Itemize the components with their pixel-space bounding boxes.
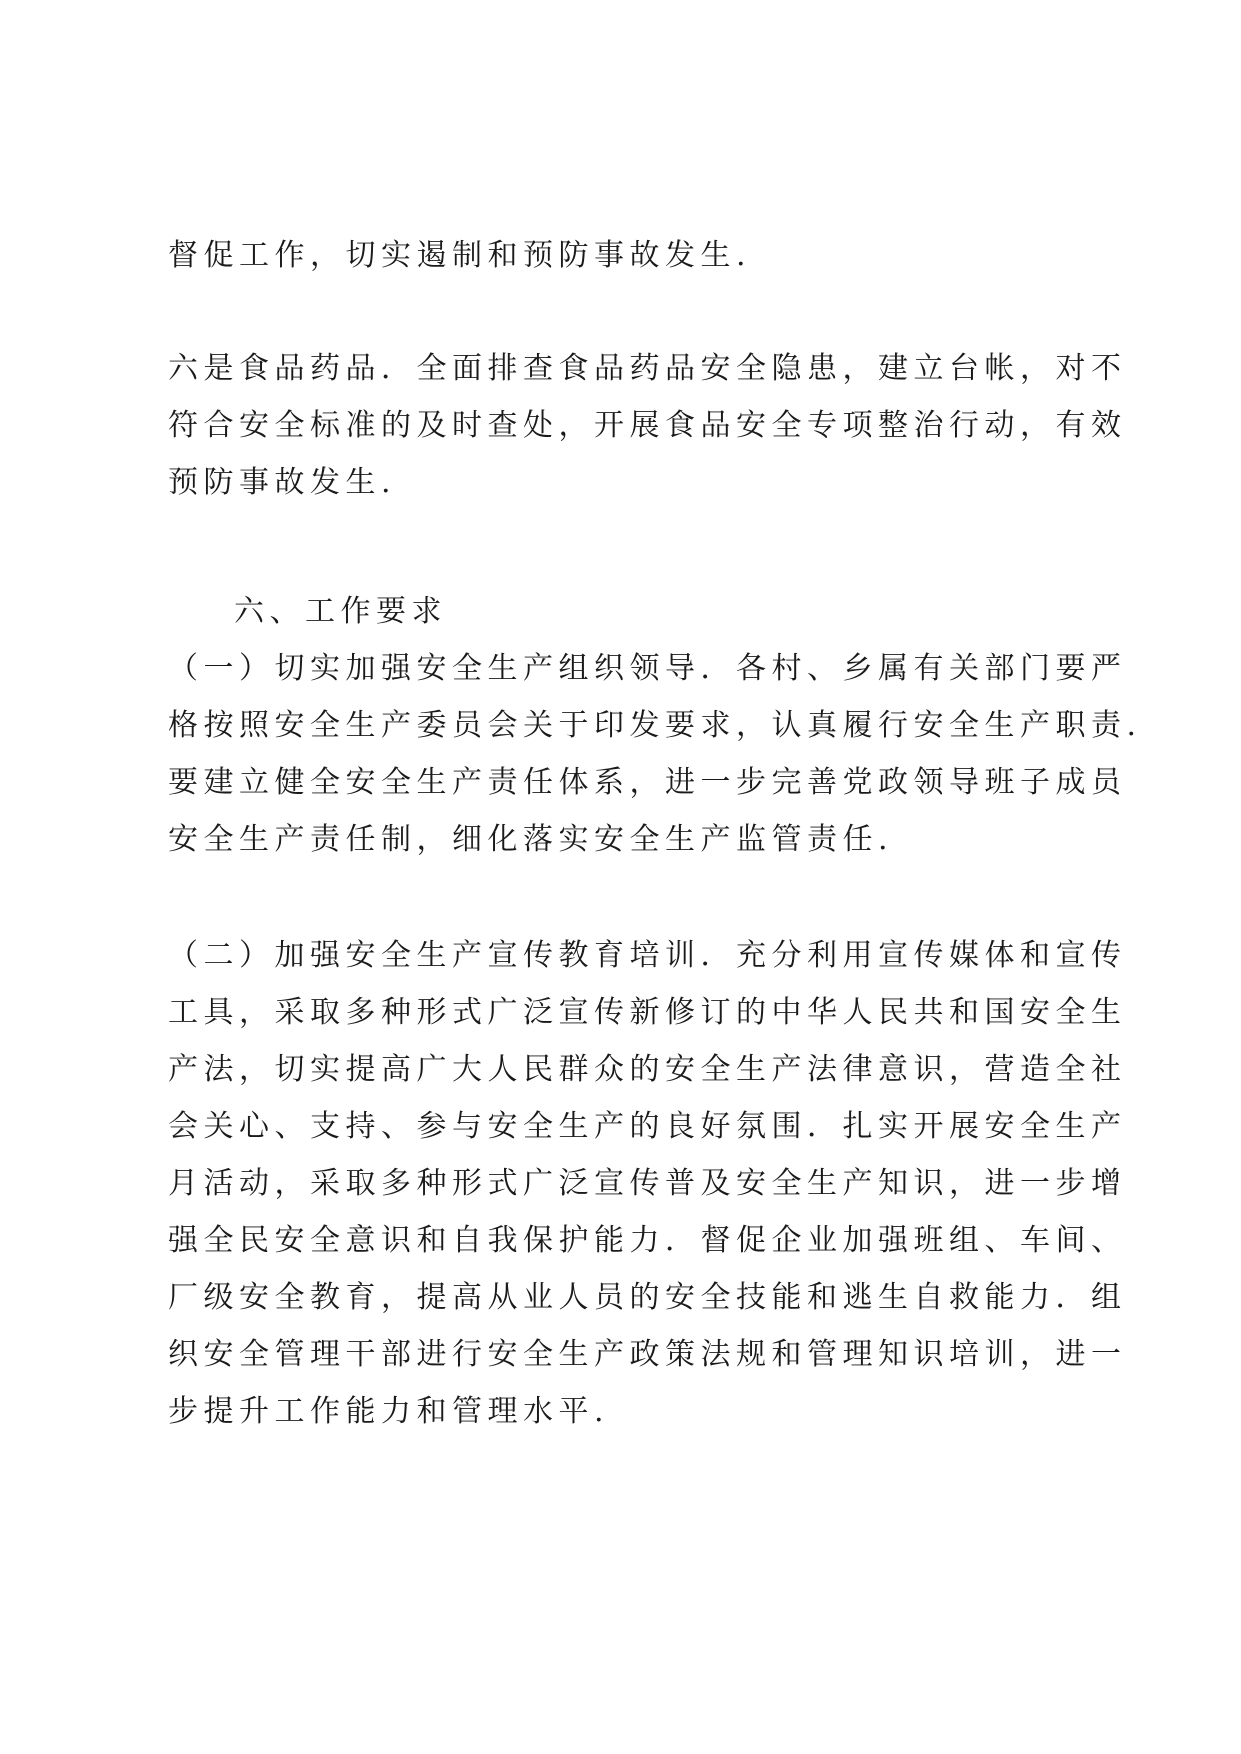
text-line: 预防事故发生. [168,465,397,500]
text-line: 月活动，采取多种形式广泛宣传普及安全生产知识，进一步增 [168,1166,1127,1201]
text-line: 符合安全标准的及时查处，开展食品安全专项整治行动，有效 [168,408,1127,443]
text-line: 步提升工作能力和管理水平. [168,1394,610,1429]
section-heading [168,583,1074,640]
paragraph-food-drugs [168,340,1127,511]
text-line: 格按照安全生产委员会关于印发要求，认真履行安全生产职责. [168,708,1142,743]
text-line: 督促工作，切实遏制和预防事故发生. [168,238,752,273]
text-line: 会关心、支持、参与安全生产的良好氛围．扎实开展安全生产 [168,1109,1127,1144]
paragraph-education [168,927,1127,1440]
paragraph-continuation [168,227,1074,284]
section-heading-text: 六、工作要求 [234,594,447,629]
paragraph-leadership [168,640,1142,868]
text-line: 六是食品药品．全面排查食品药品安全隐患，建立台帐，对不 [168,351,1127,386]
text-line: 要建立健全安全生产责任体系，进一步完善党政领导班子成员 [168,765,1127,800]
text-line: （一）切实加强安全生产组织领导．各村、乡属有关部门要严 [168,651,1127,686]
text-line: 工具，采取多种形式广泛宣传新修订的中华人民共和国安全生 [168,995,1127,1030]
text-line: 产法，切实提高广大人民群众的安全生产法律意识，营造全社 [168,1052,1127,1087]
text-line: 强全民安全意识和自我保护能力．督促企业加强班组、车间、 [168,1223,1127,1258]
text-line: （二）加强安全生产宣传教育培训．充分利用宣传媒体和宣传 [168,938,1127,973]
text-line: 织安全管理干部进行安全生产政策法规和管理知识培训，进一 [168,1337,1127,1372]
text-line: 安全生产责任制，细化落实安全生产监管责任. [168,822,894,857]
text-line: 厂级安全教育，提高从业人员的安全技能和逃生自救能力．组 [168,1280,1127,1315]
